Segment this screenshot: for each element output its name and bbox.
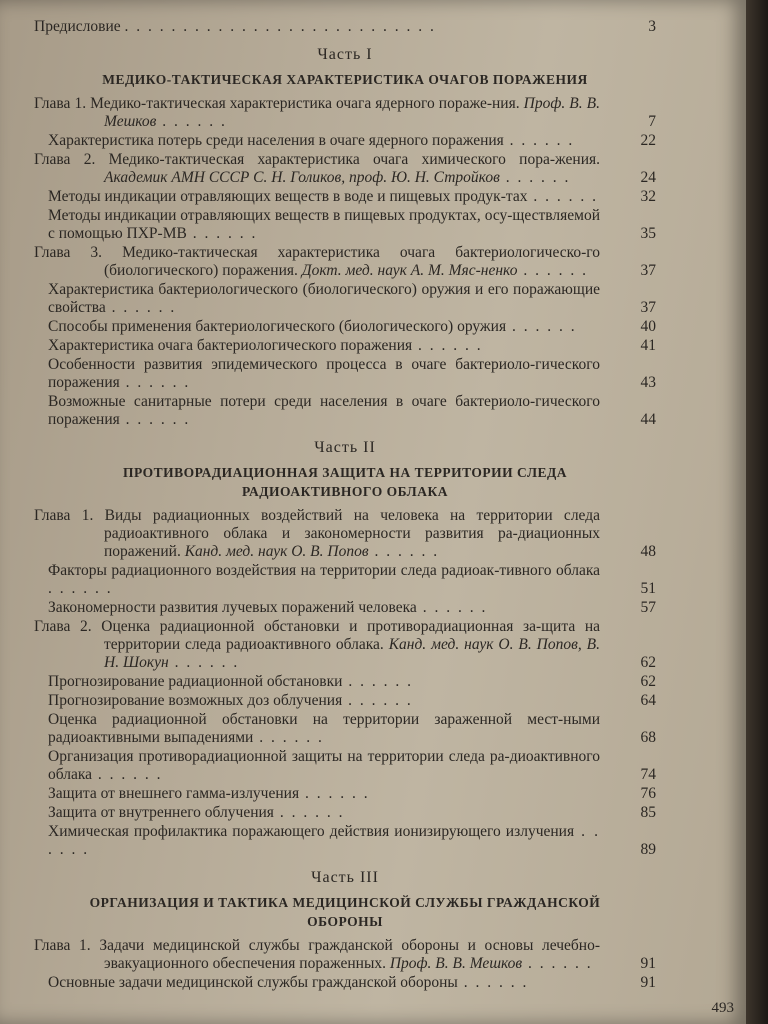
part-entries — [34, 95, 656, 429]
table-of-contents — [34, 18, 656, 992]
toc-title: Глава 2. Оценка радиационной обстановки и противорадиационная за-щита на территории следа радиоактивного облака. — [34, 618, 600, 653]
leader-dots: . . . . . . — [527, 188, 598, 205]
toc-title: Возможные санитарные потери среди населения в очаге бактериоло-гического поражения — [48, 393, 600, 428]
leader-dots: . . . . . . — [457, 974, 529, 991]
toc-author: Проф. В. В. Мешков — [389, 955, 523, 972]
toc-title: Особенности развития эпидемического процесса в очаге бактериоло-гического поражения — [48, 356, 600, 391]
toc-entry-text — [48, 599, 656, 617]
toc-page-number: 74 — [640, 766, 656, 783]
leader-dots: . . . . . . — [416, 599, 488, 616]
toc-page-number: 64 — [640, 692, 656, 709]
toc-chapter-entry — [34, 95, 656, 131]
toc-entry-text — [48, 974, 656, 992]
toc-page-number: 32 — [640, 188, 656, 205]
toc-page-number: 85 — [640, 804, 656, 821]
toc-entry-text — [48, 132, 656, 150]
leader-dots: . . . . . . — [342, 692, 413, 709]
toc-section-entry — [34, 974, 656, 992]
toc-entry-text — [48, 207, 656, 243]
toc-entry-text — [34, 95, 656, 131]
toc-author: Канд. мед. наук О. В. Попов — [184, 543, 369, 560]
toc-section-entry — [34, 318, 656, 336]
toc-entry-text — [48, 356, 656, 392]
toc-page-number: 48 — [640, 543, 656, 560]
part-title: Часть II — [314, 439, 376, 456]
toc-page-number: 35 — [640, 225, 656, 242]
page-folio: 493 — [711, 1000, 734, 1016]
leader-dots: . . . . . . — [156, 113, 227, 130]
leader-dots: . . . . . . — [517, 262, 588, 279]
toc-entry-text — [48, 711, 656, 747]
toc-entry-text: Предисловие . . . . . . . . . . . . . . . . . . . . . . . . . . . — [34, 18, 436, 35]
leader-dots: . . . . . . — [253, 729, 324, 746]
toc-page-number: 91 — [640, 955, 656, 972]
toc-title: Способы применения бактериологического (биологического) оружия — [48, 318, 507, 335]
toc-section-entry — [34, 599, 656, 617]
toc-page-number: 62 — [640, 673, 656, 690]
leader-dots: . . . . . . — [119, 411, 191, 428]
toc-title: Методы индикации отравляющих веществ в пищевых продуктах, осу-ществляемой с помощью ПХР-МВ — [48, 207, 600, 242]
toc-page-number: 51 — [640, 580, 656, 597]
toc-section-entry — [34, 207, 656, 243]
leader-dots: . . . . . . — [186, 225, 258, 242]
leader-dots: . . . . . . — [412, 337, 483, 354]
toc-title: Характеристика очага бактериологического поражения — [48, 337, 413, 354]
leader-dots: . . . . . . — [273, 804, 345, 821]
toc-section-entry — [34, 785, 656, 803]
toc-entry-text — [48, 785, 656, 803]
leader-dots: . . . . . . — [168, 654, 240, 671]
toc-section-entry — [34, 823, 656, 859]
toc-title: Глава 1. Виды радиационных воздействий на человека на территории следа радиоактивного облака и закономерности развития ра-диационных поражений. — [34, 507, 600, 560]
toc-entry-text — [48, 804, 656, 822]
toc-page-number: 57 — [640, 599, 656, 616]
toc-author: Проф. В. В. Мешков — [104, 95, 600, 130]
toc-page-number: 40 — [640, 318, 656, 335]
leader-dots: . . . . . . — [92, 766, 163, 783]
toc-entry-text — [48, 393, 656, 429]
toc-entry-text — [34, 618, 656, 672]
toc-entry-text — [48, 188, 656, 206]
leader-dots: . . . . . . — [506, 318, 577, 335]
leader-dots: . . . . . . — [48, 823, 600, 858]
part-entries — [34, 507, 656, 859]
toc-page-number: 37 — [640, 262, 656, 279]
toc-entry-text — [48, 692, 656, 710]
toc-page-number: 68 — [640, 729, 656, 746]
toc-entry-text — [34, 244, 656, 280]
toc-page-number: 44 — [640, 411, 656, 428]
toc-entry-text — [48, 318, 656, 336]
part-title: Часть III — [311, 869, 379, 886]
leader-dots: . . . . . . — [503, 132, 575, 149]
toc-title: Защита от внешнего гамма-излучения — [48, 785, 300, 802]
toc-title: Глава 3. Медико-тактическая характеристика очага бактериологическо-го (биологического) поражения. — [34, 244, 600, 279]
toc-title: Организация противорадиационной защиты на территории следа ра-диоактивного облака — [48, 748, 600, 783]
toc-title: Факторы радиационного воздействия на территории следа радиоак-тивного облака — [48, 562, 600, 579]
leader-dots: . . . . . . — [48, 580, 113, 597]
toc-section-entry — [34, 711, 656, 747]
leader-dots: . . . . . . — [342, 673, 413, 690]
toc-page-number: 76 — [640, 785, 656, 802]
book-spine — [746, 0, 768, 1024]
toc-entry-text — [34, 151, 656, 187]
toc-entry-text — [48, 748, 656, 784]
toc-title: Характеристика бактериологического (биологического) оружия и его поражающие свойства — [48, 281, 600, 316]
toc-section-entry — [34, 337, 656, 355]
toc-entry-text — [48, 562, 656, 598]
toc-page-number: 43 — [640, 374, 656, 391]
part-entries — [34, 937, 656, 992]
toc-section-entry — [34, 804, 656, 822]
toc-title: Методы индикации отравляющих веществ в воде и пищевых продук-тах — [48, 188, 528, 205]
toc-title: Глава 1. Задачи медицинской службы гражданской обороны и основы лечебно-эвакуационного обеспечения пораженных. — [34, 937, 600, 972]
toc-section-entry — [34, 356, 656, 392]
toc-page-number: 41 — [640, 337, 656, 354]
toc-chapter-entry — [34, 507, 656, 561]
toc-page-number: 22 — [640, 132, 656, 149]
toc-title: Глава 1. Медико-тактическая характеристика очага ядерного пораже-ния. — [34, 95, 524, 112]
toc-title: Основные задачи медицинской службы гражданской обороны — [48, 974, 458, 991]
toc-title: Химическая профилактика поражающего действия ионизирующего излучения — [48, 823, 575, 840]
toc-page-number: 89 — [640, 841, 656, 858]
toc-title: Глава 2. Медико-тактическая характеристика очага химического пора-жения. — [34, 151, 600, 168]
toc-title: Защита от внутреннего облучения — [48, 804, 274, 821]
toc-title: Закономерности развития лучевых поражений человека — [48, 599, 417, 616]
toc-page-number: 3 — [648, 18, 656, 35]
part-heading: ПРОТИВОРАДИАЦИОННАЯ ЗАЩИТА НА ТЕРРИТОРИИ СЛЕДА РАДИОАКТИВНОГО ОБЛАКА — [122, 465, 568, 499]
toc-entry-text — [34, 507, 656, 561]
toc-entry-text — [48, 823, 656, 859]
toc-chapter-entry — [34, 244, 656, 280]
leader-dots: . . . . . . — [119, 374, 191, 391]
part-heading: ОРГАНИЗАЦИЯ И ТАКТИКА МЕДИЦИНСКОЙ СЛУЖБЫ ГРАЖДАНСКОЙ ОБОРОНЫ — [89, 895, 601, 929]
toc-title: Оценка радиационной обстановки на территории зараженной мест-ными радиоактивными выпадениями — [48, 711, 600, 746]
leader-dots: . . . . . . — [522, 955, 593, 972]
toc-author: Докт. мед. наук А. М. Мяс-ненко — [301, 262, 518, 279]
toc-page-number: 37 — [640, 299, 656, 316]
toc-section-entry — [34, 562, 656, 598]
toc-entry-text — [48, 673, 656, 691]
toc-entry-preface — [34, 18, 656, 36]
leader-dots: . . . . . . — [499, 169, 571, 186]
toc-title: Прогнозирование возможных доз облучения — [48, 692, 343, 709]
toc-chapter-entry — [34, 937, 656, 973]
toc-page-number: 7 — [648, 113, 656, 130]
toc-entry-text — [34, 937, 656, 973]
toc-section-entry — [34, 692, 656, 710]
toc-section-entry — [34, 393, 656, 429]
part-heading: МЕДИКО-ТАКТИЧЕСКАЯ ХАРАКТЕРИСТИКА ОЧАГОВ ПОРАЖЕНИЯ — [102, 72, 588, 87]
toc-author: Канд. мед. наук О. В. Попов, В. Н. Шокун — [104, 636, 601, 671]
toc-chapter-entry — [34, 618, 656, 672]
toc-section-entry — [34, 673, 656, 691]
toc-title: Прогнозирование радиационной обстановки — [48, 673, 343, 690]
leader-dots: . . . . . . — [299, 785, 370, 802]
toc-page-number: 91 — [640, 974, 656, 991]
toc-section-entry — [34, 188, 656, 206]
toc-title: Характеристика потерь среди населения в очаге ядерного поражения — [48, 132, 504, 149]
leader-dots: . . . . . . — [105, 299, 177, 316]
toc-page-number: 24 — [640, 169, 656, 186]
part-title: Часть I — [317, 46, 373, 63]
toc-section-entry — [34, 132, 656, 150]
toc-section-entry — [34, 281, 656, 317]
toc-section-entry — [34, 748, 656, 784]
leader-dots: . . . . . . — [368, 543, 440, 560]
toc-chapter-entry — [34, 151, 656, 187]
toc-page-number: 62 — [640, 654, 656, 671]
toc-entry-text — [48, 281, 656, 317]
toc-entry-text — [48, 337, 656, 355]
toc-author: Академик АМН СССР С. Н. Голиков, проф. Ю. Н. Стройков — [104, 169, 500, 186]
